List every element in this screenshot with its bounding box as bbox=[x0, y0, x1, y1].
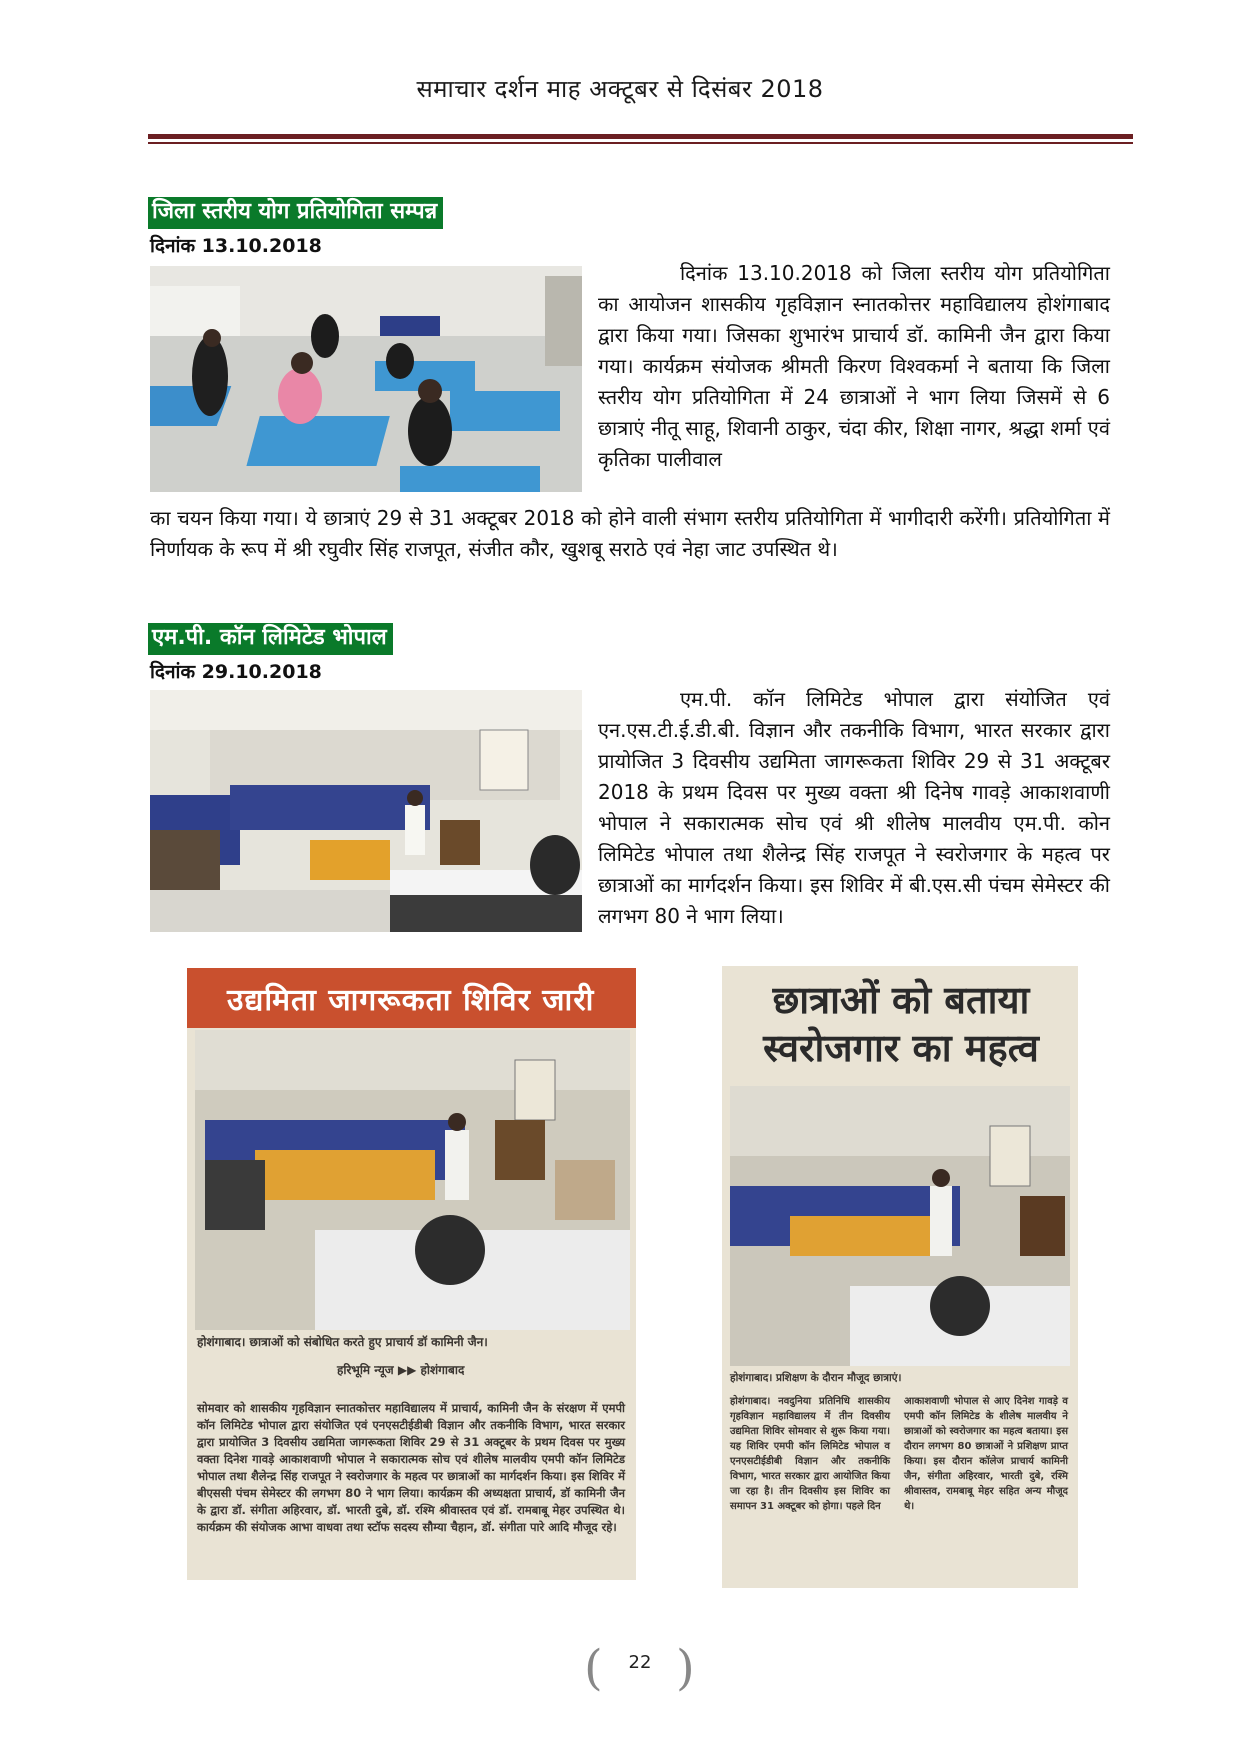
page-number-bracket-right: ) bbox=[676, 1640, 695, 1696]
section1-full-paragraph: का चयन किया गया। ये छात्राएं 29 से 31 अक्टूबर 2018 को होने वाली संभाग स्तरीय प्रतियोगिता में भागीदारी करेंगी। प्रतियोगिता में निर्णायक के रूप में श्री रघुवीर सिंह राजपूत, संजीत कौर, खुशबू सराठे एवं नेहा जाट उपस्थित थे। bbox=[150, 506, 1110, 561]
section2-title: एम.पी. कॉन लिमिटेड भोपाल bbox=[148, 623, 393, 655]
newspaper-clipping-2 bbox=[722, 966, 1078, 1588]
header-rule-thin bbox=[148, 142, 1133, 144]
page-number-bracket-left: ( bbox=[584, 1640, 603, 1696]
clip2-headline bbox=[736, 976, 1066, 1072]
yoga-photo bbox=[150, 266, 582, 492]
clip2-photo bbox=[730, 1086, 1070, 1366]
clip1-photo bbox=[195, 1030, 630, 1330]
newspaper-clipping-1 bbox=[187, 968, 636, 1580]
header-rule-thick bbox=[148, 134, 1133, 139]
clip2-headline-line1: छात्राओं को बताया bbox=[772, 978, 1030, 1022]
section1-title: जिला स्तरीय योग प्रतियोगिता सम्पन्न bbox=[148, 197, 443, 229]
clip1-byline: हरिभूमि न्यूज ▶▶ होशंगाबाद bbox=[337, 1363, 465, 1377]
clip1-body: सोमवार को शासकीय गृहविज्ञान स्नातकोत्तर महाविद्यालय में प्राचार्य, कामिनी जैन के संरक्षण में एमपी कॉन लिमिटेड भोपाल द्वारा संयोजित एवं एनएसटीईडीबी विज्ञान और तकनीकि विभाग, भारत सरकार द्वारा प्रायोजित 3 दिवसीय उद्यमिता जागरूकता शिविर 29 से 31 अक्टूबर के प्रथम दिवस पर मुख्य वक्ता दिनेश गावड़े आकाशवाणी भोपाल ने सकारात्मक सोच एवं शीलेष मालवीय एमपी कॉन लिमिटेड भोपाल तथा शैलेन्द्र सिंह राजपूत ने स्वरोजगार के महत्व पर छात्राओं का मार्गदर्शन किया। इस शिविर में बीएससी पंचम सेमेस्टर की लगभग 80 ने भाग लिया। कार्यक्रम की अध्यक्षता प्राचार्य, डॉ कामिनी जैन के द्वारा डॉ. संगीता अहिरवार, डॉ. भारती दुबे, डॉ. रश्मि श्रीवास्तव एवं डॉ. रामबाबू मेहर उपस्थित थे। कार्यक्रम की संयोजक आभा वाधवा तथा स्टॉफ सदस्य सौम्या चैहान, डॉ. संगीता पारे आदि मौजूद रहे। bbox=[197, 1401, 625, 1534]
section1-date: दिनांक 13.10.2018 bbox=[150, 235, 322, 257]
section2-date: दिनांक 29.10.2018 bbox=[150, 661, 322, 683]
clip2-headline-line2: स्वरोजगार का महत्व bbox=[763, 1026, 1039, 1070]
clip2-body-left: होशंगाबाद। नवदुनिया प्रतिनिधि शासकीय गृहविज्ञान महाविद्यालय में तीन दिवसीय उद्यमिता शिविर सोमवार से शुरू किया गया। यह शिविर एमपी कॉन लिमिटेड भोपाल व एनएसटीईडीबी विज्ञान और तकनीकि विभाग, भारत सरकार द्वारा आयोजित किया जा रहा है। तीन दिवसीय इस शिविर का समापन 31 अक्टूबर को होगा। पहले दिन bbox=[730, 1396, 890, 1512]
page-header-title: समाचार दर्शन माह अक्टूबर से दिसंबर 2018 bbox=[416, 75, 824, 103]
clip1-caption: होशंगाबाद। छात्राओं को संबोधित करते हुए प्राचार्य डॉ कामिनी जैन। bbox=[197, 1335, 488, 1349]
section2-side-paragraph: एम.पी. कॉन लिमिटेड भोपाल द्वारा संयोजित एवं एन.एस.टी.ई.डी.बी. विज्ञान और तकनीकि विभाग, भारत सरकार द्वारा प्रायोजित 3 दिवसीय उद्यमिता जागरूकता शिविर 29 से 31 अक्टूबर 2018 के प्रथम दिवस पर मुख्य वक्ता श्री दिनेष गावड़े आकाशवाणी भोपाल ने सकारात्मक सोच एवं श्री शीलेष मालवीय एम.पी. कोन लिमिटेड भोपाल तथा शैलेन्द्र सिंह राजपूत ने स्वरोजगार के महत्व पर छात्राओं का मार्गदर्शन किया। इस शिविर में बी.एस.सी पंचम सेमेस्टर की लगभग 80 ने भाग लिया। bbox=[598, 687, 1110, 928]
clip2-caption: होशंगाबाद। प्रशिक्षण के दौरान मौजूद छात्राएं। bbox=[730, 1372, 902, 1384]
seminar-photo bbox=[150, 690, 582, 932]
clip1-headline: उद्यमिता जागरूकता शिविर जारी bbox=[227, 983, 595, 1018]
section1-side-paragraph: दिनांक 13.10.2018 को जिला स्तरीय योग प्रतियोगिता का आयोजन शासकीय गृहविज्ञान स्नातकोत्तर महाविद्यालय होशंगाबाद द्वारा किया गया। जिसका शुभारंभ प्राचार्य डॉ. कामिनी जैन द्वारा किया गया। कार्यक्रम संयोजक श्रीमती किरण विश्वकर्मा ने बताया कि जिला स्तरीय योग प्रतियोगिता में 24 छात्राओं ने भाग लिया जिसमें से 6 छात्राएं नीतू साहू, शिवानी ठाकुर, चंदा कीर, शिक्षा नागर, श्रद्धा शर्मा एवं कृतिका पालीवाल bbox=[598, 261, 1110, 471]
clip2-body-right: आकाशवाणी भोपाल से आए दिनेश गावड़े व एमपी कॉन लिमिटेड के शीलेष मालवीय ने छात्राओं को स्वरोजगार का महत्व बताया। इस दौरान लगभग 80 छात्राओं ने प्रशिक्षण प्राप्त किया। इस दौरान कॉलेज प्राचार्य कामिनी जैन, संगीता अहिरवार, भारती दुबे, रश्मि श्रीवास्तव, रामबाबू मेहर सहित अन्य मौजूद थे। bbox=[904, 1396, 1068, 1512]
page-number: 22 bbox=[628, 1652, 652, 1673]
